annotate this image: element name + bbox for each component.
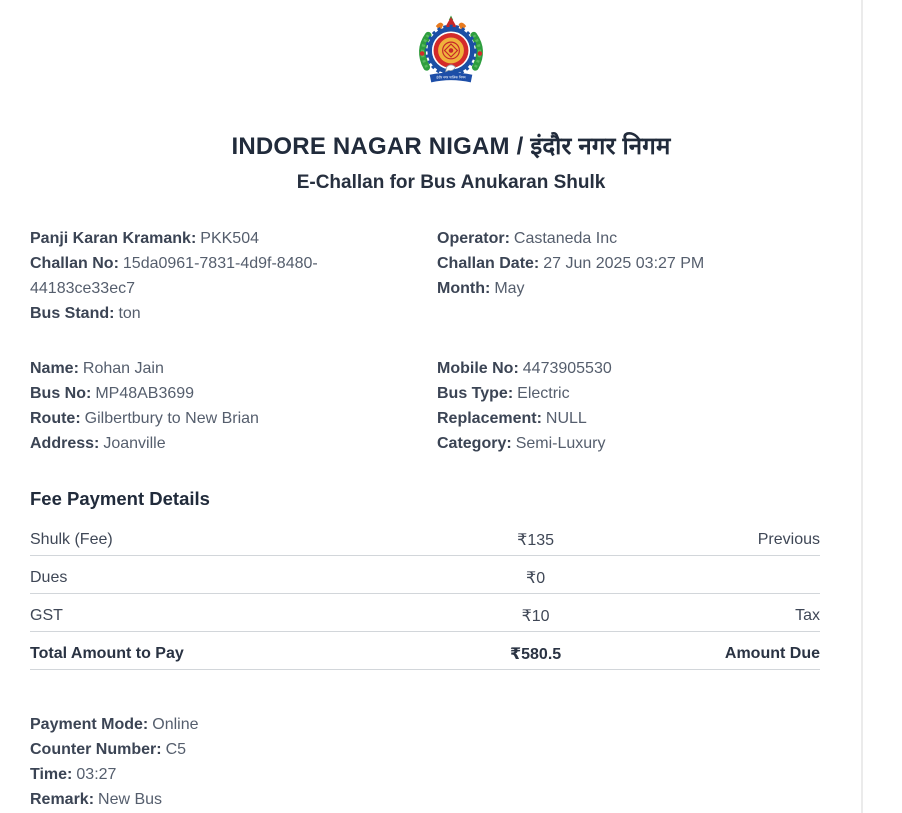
field-value: C5 bbox=[165, 741, 187, 758]
fee-note: Previous bbox=[607, 518, 820, 556]
field-challan-no bbox=[30, 251, 401, 301]
field-category bbox=[437, 431, 836, 456]
field-label: Challan Date: bbox=[437, 255, 540, 272]
field-label: Address: bbox=[30, 435, 100, 452]
field-value: Rohan Jain bbox=[82, 360, 164, 377]
owner-info-block bbox=[30, 356, 872, 456]
field-counter-number bbox=[30, 737, 872, 762]
field-mobile-no bbox=[437, 356, 836, 381]
field-remark bbox=[30, 787, 872, 812]
field-bus-type bbox=[437, 381, 836, 406]
field-label: Bus Type: bbox=[437, 385, 514, 402]
field-value: 03:27 bbox=[76, 766, 117, 783]
field-label: Panji Karan Kramank: bbox=[30, 230, 197, 247]
challan-info-block bbox=[30, 226, 872, 326]
field-value: 15da0961-7831-4d9f-8480-44183ce33ec7 bbox=[30, 255, 318, 297]
challan-info-left-column bbox=[30, 226, 437, 326]
challan-info-right-column bbox=[437, 226, 872, 326]
field-value: Semi-Luxury bbox=[515, 435, 606, 452]
field-label: Bus Stand: bbox=[30, 305, 115, 322]
owner-info-right-column bbox=[437, 356, 872, 456]
field-value: 4473905530 bbox=[522, 360, 612, 377]
field-label: Category: bbox=[437, 435, 512, 452]
field-panji-karan-kramank bbox=[30, 226, 401, 251]
field-label: Remark: bbox=[30, 791, 95, 808]
fee-amount: ₹135 bbox=[465, 518, 607, 556]
payment-info-block bbox=[30, 712, 872, 812]
field-month bbox=[437, 276, 836, 301]
field-value: PKK504 bbox=[200, 230, 259, 247]
field-label: Mobile No: bbox=[437, 360, 519, 377]
field-value: Castaneda Inc bbox=[513, 230, 618, 247]
fee-note bbox=[607, 556, 820, 594]
fee-amount: ₹580.5 bbox=[465, 632, 607, 670]
fee-row-dues bbox=[30, 556, 820, 594]
fee-item: Dues bbox=[30, 556, 465, 594]
owner-info-left-column bbox=[30, 356, 437, 456]
fee-item: GST bbox=[30, 594, 465, 632]
emblem-ribbon-text: इंदौर नगर पालिक निगम bbox=[436, 75, 466, 80]
field-label: Counter Number: bbox=[30, 741, 162, 758]
field-value: 27 Jun 2025 03:27 PM bbox=[543, 255, 705, 272]
field-time bbox=[30, 762, 872, 787]
field-label: Route: bbox=[30, 410, 81, 427]
field-bus-stand bbox=[30, 301, 401, 326]
field-value: NULL bbox=[545, 410, 587, 427]
field-label: Name: bbox=[30, 360, 79, 377]
fee-row-shulk bbox=[30, 518, 820, 556]
field-value: Online bbox=[152, 716, 199, 733]
fee-row-gst bbox=[30, 594, 820, 632]
field-payment-mode bbox=[30, 712, 872, 737]
field-value: MP48AB3699 bbox=[95, 385, 195, 402]
field-value: ton bbox=[118, 305, 141, 322]
page-subtitle: E-Challan for Bus Anukaran Shulk bbox=[296, 172, 606, 193]
fee-section-heading: Fee Payment Details bbox=[30, 488, 210, 509]
field-value: May bbox=[494, 280, 525, 297]
fee-item: Total Amount to Pay bbox=[30, 632, 465, 670]
emblem-icon bbox=[413, 14, 489, 90]
field-label: Bus No: bbox=[30, 385, 92, 402]
page-right-edge-divider bbox=[861, 0, 863, 813]
fee-note: Amount Due bbox=[607, 632, 820, 670]
field-value: Joanville bbox=[103, 435, 166, 452]
field-route bbox=[30, 406, 401, 431]
field-address bbox=[30, 431, 401, 456]
field-name bbox=[30, 356, 401, 381]
field-bus-no bbox=[30, 381, 401, 406]
municipal-emblem-logo bbox=[0, 0, 902, 90]
field-replacement bbox=[437, 406, 836, 431]
field-value: Gilbertbury to New Brian bbox=[84, 410, 259, 427]
fee-amount: ₹0 bbox=[465, 556, 607, 594]
field-label: Replacement: bbox=[437, 410, 542, 427]
field-label: Time: bbox=[30, 766, 73, 783]
field-label: Month: bbox=[437, 280, 491, 297]
field-operator bbox=[437, 226, 836, 251]
field-label: Payment Mode: bbox=[30, 716, 149, 733]
fee-item: Shulk (Fee) bbox=[30, 518, 465, 556]
fee-row-total bbox=[30, 632, 820, 670]
fee-table bbox=[30, 518, 820, 670]
page-title: INDORE NAGAR NIGAM / इंदौर नगर निगम bbox=[231, 133, 671, 160]
field-label: Operator: bbox=[437, 230, 510, 247]
field-value: Electric bbox=[517, 385, 570, 402]
field-challan-date bbox=[437, 251, 836, 276]
fee-note: Tax bbox=[607, 594, 820, 632]
field-value: New Bus bbox=[98, 791, 163, 808]
field-label: Challan No: bbox=[30, 255, 119, 272]
fee-amount: ₹10 bbox=[465, 594, 607, 632]
